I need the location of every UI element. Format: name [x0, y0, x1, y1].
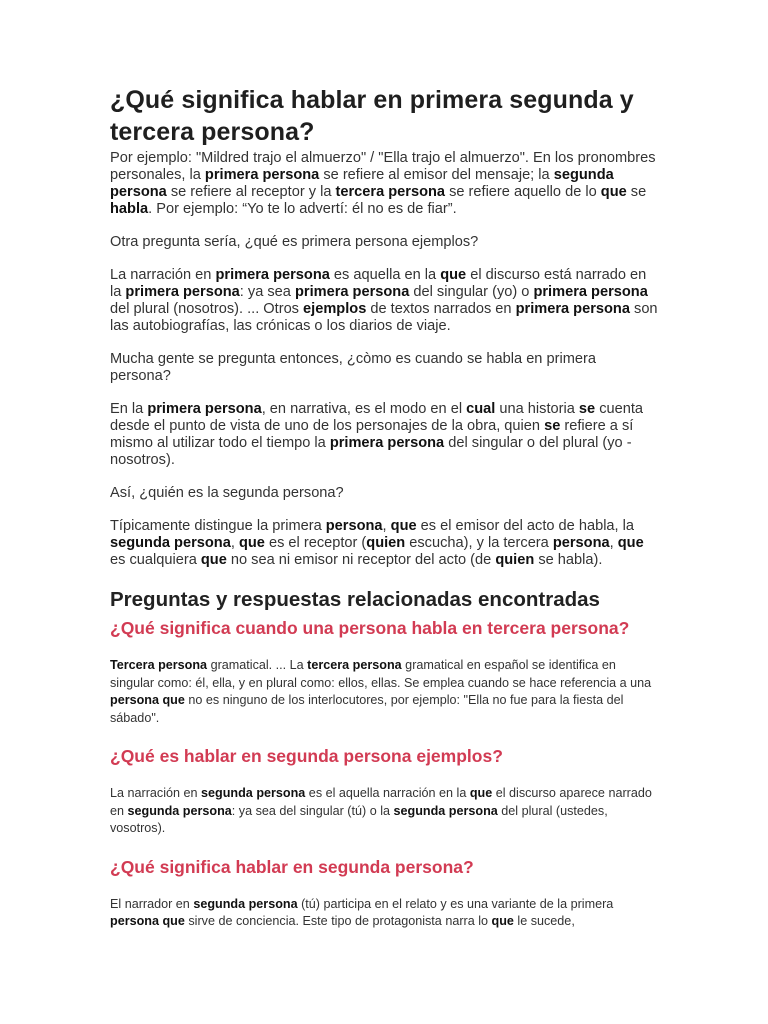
text-run: En la [110, 401, 148, 417]
text-run: La narración en [110, 267, 216, 283]
text-run: , en narrativa, es el modo en el [261, 401, 467, 417]
related-heading: Preguntas y respuestas relacionadas encontradas [110, 588, 600, 611]
text-run: Típicamente distingue la primera [110, 518, 326, 534]
paragraph [110, 401, 658, 469]
text-run: del plural (nosotros). ... Otros [110, 301, 304, 317]
paragraph [110, 351, 658, 385]
bold-text: que [390, 518, 417, 534]
text-run: : ya sea del singular (tú) o la [231, 803, 394, 818]
text-run: Por ejemplo: "Mildred trajo el almuerzo" / "Ella trajo el almuerzo". En los pronombres personales, la [110, 150, 656, 183]
bold-text: persona que [110, 914, 185, 928]
bold-text: tercera persona [307, 658, 402, 672]
text-run: Mucha gente se pregunta entonces, ¿còmo es cuando se habla en primera persona? [110, 351, 596, 384]
text-run: se refiere aquello de lo [445, 184, 601, 200]
related-question[interactable]: ¿Qué es hablar en segunda persona ejemplos? [110, 746, 503, 766]
text-run: no sea ni emisor ni receptor del acto (de [226, 552, 496, 568]
bold-text: Tercera persona [110, 658, 208, 672]
bold-text: primera persona [533, 284, 648, 300]
text-run: se [626, 184, 647, 200]
bold-text: segunda persona [201, 786, 306, 800]
text-run: son las autobiografías, las crónicas o los diarios de viaje. [110, 301, 658, 334]
bold-text: que [440, 267, 467, 283]
page-title: ¿Qué significa hablar en primera segunda y tercera persona? [110, 86, 634, 146]
paragraph [110, 150, 658, 218]
text-run: , [609, 535, 618, 551]
text-run: gramatical en español se identifica en singular como: él, ella, y en plural como: ellos, ellas. Se emplea cuando se hace referencia a una [110, 658, 652, 690]
text-run: La narración en [110, 786, 202, 800]
bold-text: persona [325, 518, 383, 534]
bold-text: primera persona [147, 401, 262, 417]
bold-text: que [600, 184, 627, 200]
bold-text: que [491, 914, 514, 928]
bold-text: primera persona [515, 301, 630, 317]
bold-text: segunda persona [193, 896, 298, 911]
text-run: escucha), y la tercera [405, 535, 553, 551]
text-run: refiere a sí mismo al utilizar todo el tiempo la [110, 418, 634, 451]
text-run: el discurso aparece narrado en [110, 786, 652, 818]
bold-text: tercera persona [335, 184, 446, 200]
text-run: Así, ¿quién es la segunda persona? [110, 485, 344, 501]
related-answer [110, 657, 658, 727]
text-run: de textos narrados en [366, 301, 516, 317]
text-run: (tú) participa en el relato y es una variante de la primera [297, 896, 614, 911]
text-run: le sucede, [513, 914, 575, 928]
bold-text: segunda persona [110, 167, 614, 200]
bold-text: persona [552, 535, 610, 551]
bold-text: primera persona [329, 435, 445, 451]
text-run: es el emisor del acto de habla, la [416, 518, 635, 534]
bold-text: segunda persona [393, 803, 498, 818]
bold-text: quien [366, 535, 406, 551]
related-question[interactable]: ¿Qué significa cuando una persona habla en tercera persona? [110, 618, 630, 638]
paragraph [110, 234, 658, 251]
bold-text: primera persona [204, 167, 320, 183]
text-run: sirve de conciencia. Este tipo de protagonista narra lo [184, 914, 492, 928]
text-run: . Por ejemplo: “Yo te lo advertí: él no es de fiar”. [148, 201, 457, 217]
bold-text: se [578, 401, 596, 417]
text-run: se refiere al receptor y la [166, 184, 336, 200]
text-run: del singular o del plural (yo - nosotros). [110, 435, 632, 468]
text-run: es el aquella narración en la [305, 786, 470, 800]
text-run: una historia [495, 401, 579, 417]
bold-text: primera persona [294, 284, 410, 300]
text-run: no es ninguno de los interlocutores, por ejemplo: "Ella no fue para la fiesta del sábado". [110, 693, 624, 725]
bold-text: segunda persona [127, 803, 232, 818]
bold-text: segunda persona [110, 535, 231, 551]
bold-text: primera persona [125, 284, 240, 300]
text-run: se refiere al emisor del mensaje; la [319, 167, 554, 183]
bold-text: que [238, 535, 265, 551]
bold-text: primera persona [215, 267, 330, 283]
bold-text: ejemplos [303, 301, 367, 317]
text-run: cuenta desde el punto de vista de uno de los personajes de la obra, quien [110, 401, 644, 434]
text-run: es cualquiera [110, 552, 201, 568]
bold-text: quien [495, 552, 535, 568]
bold-text: que [200, 552, 227, 568]
text-run: : ya sea [239, 284, 295, 300]
document [110, 84, 658, 931]
text-run: el discurso está narrado en la [110, 267, 647, 300]
text-run: es aquella en la [329, 267, 441, 283]
bold-text: habla [110, 201, 149, 217]
paragraph [110, 485, 658, 502]
bold-text: que [469, 786, 493, 800]
bold-text: persona que [110, 693, 185, 707]
text-run: del singular (yo) o [409, 284, 534, 300]
text-run: gramatical. ... La [207, 658, 308, 672]
text-run: El narrador en [110, 896, 194, 911]
bold-text: cual [466, 401, 496, 417]
related-question[interactable]: ¿Qué significa hablar en segunda persona? [110, 856, 474, 877]
text-run: es el receptor ( [264, 535, 367, 551]
related-answer [110, 785, 658, 838]
paragraph [110, 518, 658, 569]
bold-text: se [544, 418, 561, 434]
bold-text: que [617, 535, 644, 551]
text-run: se habla). [534, 552, 603, 568]
text-run: , [230, 535, 239, 551]
related-answer [110, 896, 658, 931]
text-run: Otra pregunta sería, ¿qué es primera persona ejemplos? [110, 234, 479, 250]
text-run: , [382, 518, 391, 534]
paragraph [110, 267, 658, 335]
text-run: del plural (ustedes, vosotros). [110, 803, 608, 835]
